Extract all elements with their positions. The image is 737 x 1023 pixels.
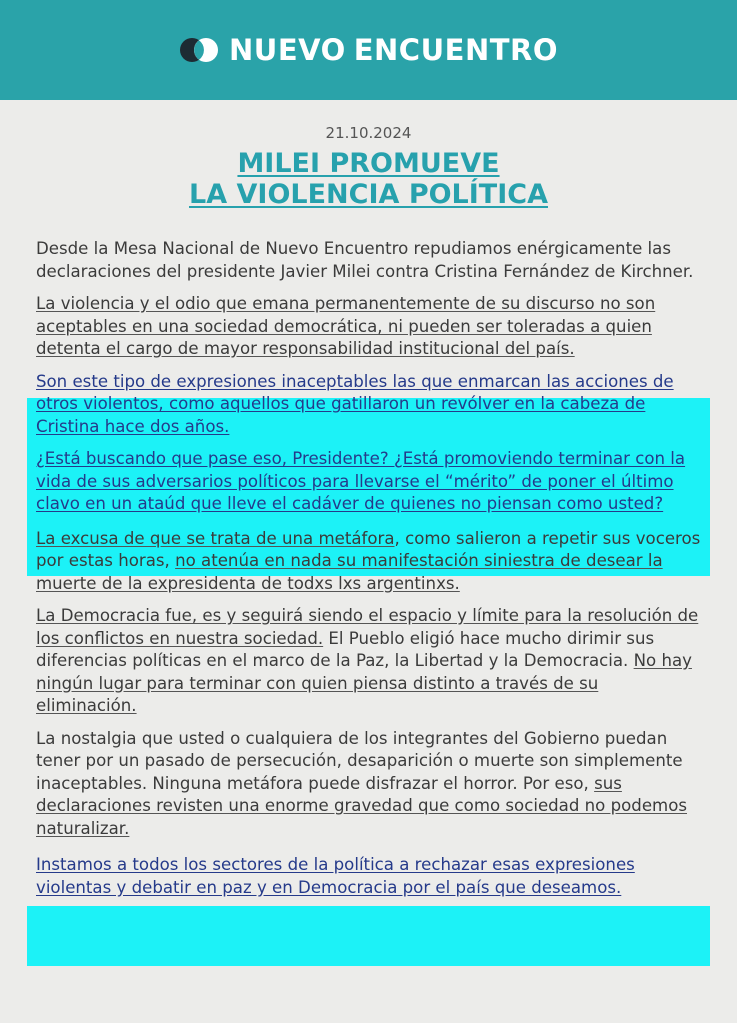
paragraph-6-part-c: No hay ningún lugar para terminar con quien piensa distinto a través de su eliminación. (36, 651, 692, 715)
paragraph-5 (36, 528, 704, 596)
paragraph-2 (36, 293, 704, 361)
paragraph-4 (36, 448, 704, 516)
page-title (0, 148, 737, 210)
paragraph-7-part-b: sus declaraciones revisten una enorme gravedad que como sociedad no podemos naturalizar. (36, 773, 687, 838)
paragraph-7 (36, 728, 704, 841)
header-banner (0, 0, 737, 100)
paragraph-6 (36, 605, 704, 718)
paragraph-6-part-a: La Democracia fue, es y seguirá siendo el espacio y límite para la resolución de los conflictos en nuestra sociedad. (36, 606, 699, 648)
highlight-block-2 (27, 906, 710, 966)
brand-word-encuentro: ENCUENTRO (353, 33, 558, 67)
paragraph-5-part-b: , como salieron a repetir sus voceros por estas horas, (36, 528, 701, 570)
paragraph-5-part-a: La excusa de que se trata de una metáfora (36, 528, 395, 548)
title-line-1: MILEI PROMUEVE (237, 148, 500, 179)
brand-word-nuevo: NUEVO (229, 33, 346, 67)
paragraph-5-part-c: no atenúa en nada su manifestación siniestra de desear la muerte de la expresidenta de todxs lxs argentinxs. (36, 551, 663, 593)
paragraph-8-text: Instamos a todos los sectores de la política a rechazar esas expresiones violentas y debatir en paz y en Democracia por el país que deseamos. (36, 855, 635, 897)
title-line-2: LA VIOLENCIA POLÍTICA (189, 179, 548, 210)
paragraph-6-part-b: El Pueblo eligió hace mucho dirimir sus diferencias políticas en el marco de la Paz, la Libertad y la Democracia. (36, 628, 655, 670)
paragraph-7-part-a: La nostalgia que usted o cualquiera de los integrantes del Gobierno puedan tener por un pasado de persecución, desaparición o muerte son simplemente inaceptables. Ninguna metáfora puede disfrazar el horror. Por eso, (36, 728, 683, 793)
brand-logo (179, 33, 558, 67)
paragraph-3-text: Son este tipo de expresiones inaceptables las que enmarcan las acciones de otros violentos, como aquellos que gatillaron un revólver en la cabeza de Cristina hace dos años. (36, 371, 674, 436)
statement-body (36, 238, 704, 909)
paragraph-8 (36, 854, 704, 899)
half-circle-logo-icon (179, 37, 219, 63)
paragraph-1: Desde la Mesa Nacional de Nuevo Encuentro repudiamos enérgicamente las declaraciones del presidente Javier Milei contra Cristina Fernández de Kirchner. (36, 239, 694, 281)
brand-name (229, 33, 558, 67)
paragraph-3 (36, 371, 704, 439)
paragraph-2-text: La violencia y el odio que emana permanentemente de su discurso no son aceptables en una sociedad democrática, ni pueden ser toleradas a quien detenta el cargo de mayor responsabilidad institucional del país. (36, 294, 656, 358)
publication-date: 21.10.2024 (325, 124, 412, 142)
paragraph-4-text: ¿Está buscando que pase eso, Presidente? ¿Está promoviendo terminar con la vida de sus adversarios políticos para llevarse el “mérito” de poner el último clavo en un ataúd que lleve el cadáver de quienes no piensan como usted? (36, 449, 686, 513)
